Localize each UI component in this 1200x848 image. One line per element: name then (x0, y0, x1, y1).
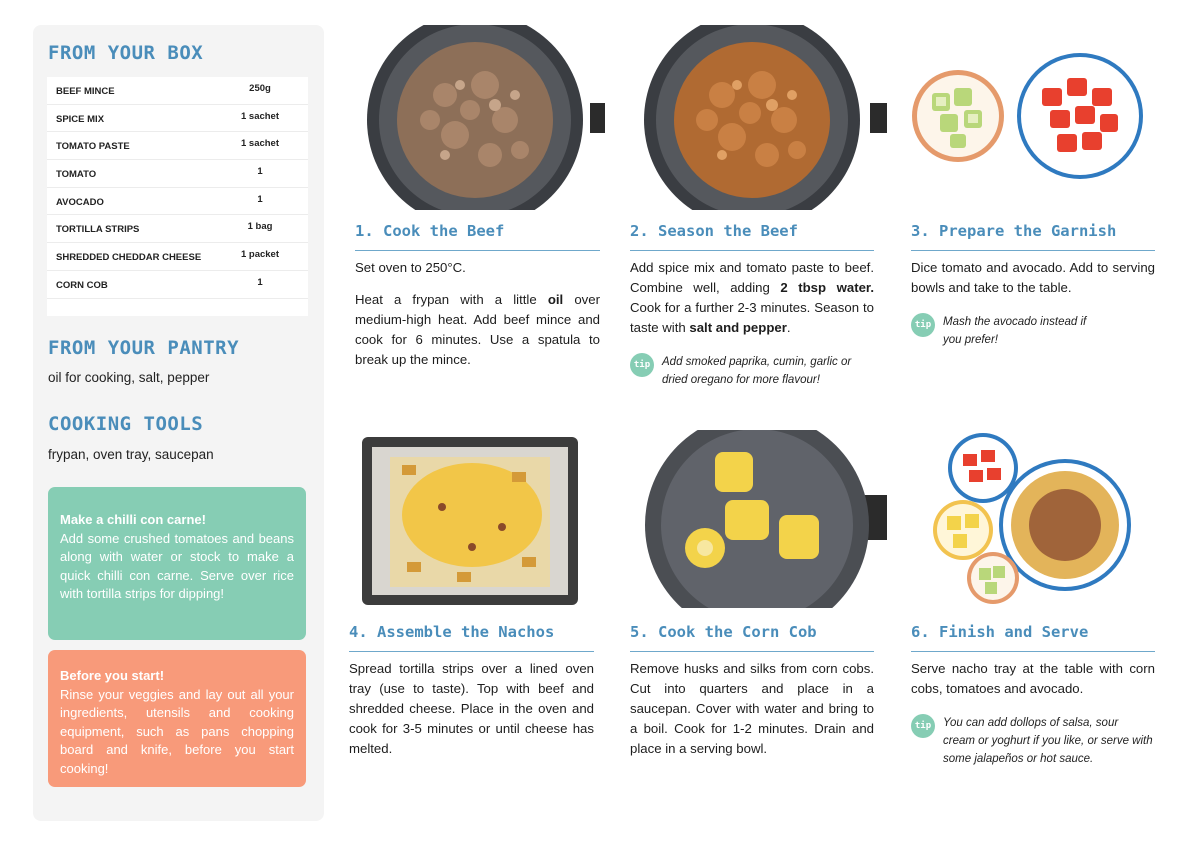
step6-body (911, 659, 1155, 711)
step2-p1-text-mid: Cook for a further 2-3 minutes. Season to taste with (630, 300, 874, 335)
step1-p1: Set oven to 250°C. (355, 260, 466, 275)
corn-saucepan-image (645, 430, 887, 608)
step1-rule (355, 250, 600, 251)
step1-p2 (355, 290, 600, 370)
ingredient-qty: 1 (257, 166, 263, 178)
step6-rule (911, 651, 1155, 652)
step2-p1-text: Add spice mix and tomato paste to beef. Combine well, adding (630, 260, 874, 295)
ingredient-row (47, 243, 308, 271)
step2-p1 (630, 258, 874, 338)
step5-title: 5. Cook the Corn Cob (630, 623, 817, 641)
step1-body (355, 258, 600, 382)
step5-p1: Remove husks and silks from corn cobs. Cut into quarters and place in a saucepan. Cover with water and bring to a boil. Cook for 1-2 minutes. Drain and place in a serving bowl. (630, 661, 874, 756)
ingredient-row (47, 105, 308, 133)
ingredient-qty: 1 (257, 276, 263, 288)
ingredient-qty: 1 packet (240, 249, 280, 261)
tools-title: COOKING TOOLS (48, 413, 204, 435)
seasoned-beef-image (632, 25, 887, 210)
ingredient-qty: 250g (249, 83, 271, 94)
ingredient-qty: 1 sachet (240, 110, 280, 122)
ingredient-row (47, 160, 308, 188)
step4-body (349, 659, 594, 771)
ingredient-name: TOMATO PASTE (56, 141, 130, 153)
garnish-bowls-image (912, 48, 1150, 183)
step2-title: 2. Season the Beef (630, 222, 798, 240)
ingredient-name: CORN COB (56, 279, 108, 291)
ingredient-row (47, 188, 308, 216)
tip-badge: tip (630, 353, 654, 377)
step3-p1: Dice tomato and avocado. Add to serving bowls and take to the table. (911, 260, 1155, 295)
step3-rule (911, 250, 1155, 251)
ingredient-name: SPICE MIX (56, 113, 105, 125)
step1-p2-bold: oil (547, 292, 564, 307)
ingredient-qty: 1 sachet (240, 138, 280, 150)
ingredient-name: SHREDDED CHEDDAR CHEESE (56, 252, 202, 264)
step2-tip (630, 353, 874, 393)
ingredient-row (47, 215, 308, 243)
step5-rule (630, 651, 874, 652)
step4-rule (349, 651, 594, 652)
step3-title: 3. Prepare the Garnish (911, 222, 1117, 240)
step6-p1: Serve nacho tray at the table with corn cobs, tomatoes and avocado. (911, 661, 1155, 696)
chilli-note-title: Make a chilli con carne! (60, 512, 206, 527)
step2-rule (630, 250, 874, 251)
ingredient-row (47, 271, 308, 299)
step5-body (630, 659, 874, 771)
step1-title: 1. Cook the Beef (355, 222, 505, 240)
step1-p2-text: Heat a frypan with a little (355, 292, 548, 307)
step2-body (630, 258, 874, 350)
ingredient-name: AVOCADO (56, 196, 104, 208)
ingredient-qty: 1 bag (247, 221, 273, 233)
from-box-title: FROM YOUR BOX (48, 42, 204, 64)
step2-tip-text: Add smoked paprika, cumin, garlic or dried oregano for more flavour! (662, 356, 852, 386)
pantry-text: oil for cooking, salt, pepper (48, 370, 210, 385)
before-start-note (48, 650, 306, 787)
ingredient-row (47, 77, 308, 105)
tools-text: frypan, oven tray, saucepan (48, 447, 214, 462)
step1-p2-text-end: over medium-high heat. Add beef mince and cook for 6 minutes. Use a spatula to break up the mince. (355, 292, 600, 367)
tip-badge: tip (911, 313, 935, 337)
ingredient-row (47, 132, 308, 160)
pantry-title: FROM YOUR PANTRY (48, 337, 240, 359)
beef-frypan-image (355, 25, 605, 210)
step3-tip-text: Mash the avocado instead if you prefer! (943, 316, 1087, 346)
step6-tip (911, 714, 1155, 774)
ingredient-name: BEEF MINCE (56, 86, 115, 97)
step4-p1: Spread tortilla strips over a lined oven tray (use to taste). Top with beef and shredded cheese. Place in the oven and cook for 3-5 minutes or until cheese has melted. (349, 661, 594, 756)
step3-tip (911, 313, 1155, 353)
tip-badge: tip (911, 714, 935, 738)
finished-nachos-image (925, 430, 1140, 608)
chilli-note (48, 487, 306, 640)
step6-title: 6. Finish and Serve (911, 623, 1089, 641)
step2-p1-bold1: 2 tbsp water. (780, 280, 874, 295)
nachos-tray-image (362, 437, 578, 605)
before-start-body: Rinse your veggies and lay out all your ingredients, utensils and cooking equipment, such as pans chopping board and knife, before you start cooking! (60, 686, 294, 776)
step4-title: 4. Assemble the Nachos (349, 623, 555, 641)
ingredient-name: TORTILLA STRIPS (56, 224, 140, 236)
sidebar (33, 25, 324, 821)
chilli-note-body: Add some crushed tomatoes and beans along with water or stock to make a quick chilli con carne. Serve over rice with tortilla strips for dipping! (60, 530, 294, 601)
step2-p1-bold2: salt and pepper (689, 320, 787, 335)
step6-tip-text: You can add dollops of salsa, sour cream or yoghurt if you like, or serve with some jalapeños or hot sauce. (943, 717, 1153, 765)
ingredient-name: TOMATO (56, 169, 97, 181)
step3-body (911, 258, 1155, 310)
step2-p1-text-end: . (786, 320, 791, 335)
ingredients-table (47, 77, 308, 316)
before-start-title: Before you start! (60, 668, 165, 683)
ingredient-qty: 1 (257, 193, 263, 205)
